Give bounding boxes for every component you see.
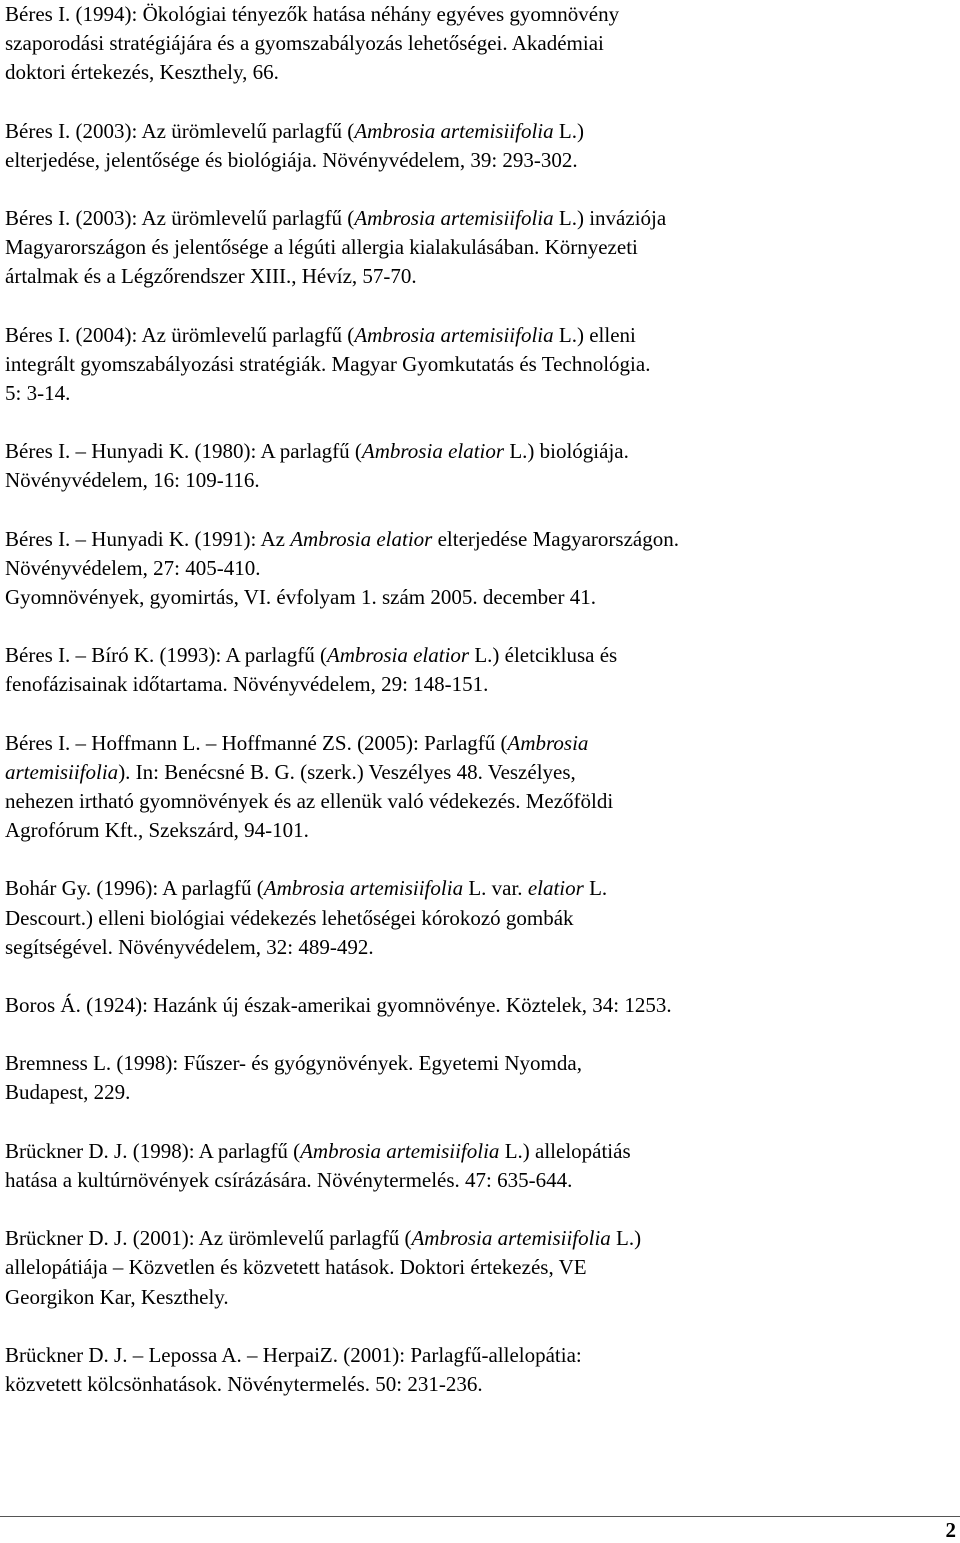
reference-text: Brückner D. J. (2001): Az ürömlevelű parlagfű ( <box>5 1226 412 1251</box>
reference-line <box>5 117 945 146</box>
reference-entry <box>5 321 945 409</box>
reference-text: ártalmak és a Légzőrendszer XIII., Hévíz, 57-70. <box>5 264 417 289</box>
reference-entry <box>5 1137 945 1195</box>
reference-text: 5: 3-14. <box>5 381 71 406</box>
reference-list <box>5 0 945 1428</box>
reference-line <box>5 1283 945 1312</box>
reference-text: Georgikon Kar, Keszthely. <box>5 1284 229 1309</box>
reference-text: Béres I. (1994): Ökológiai tényezők hatása néhány egyéves gyomnövény <box>5 2 620 26</box>
reference-entry <box>5 583 945 612</box>
reference-line <box>5 933 945 962</box>
species-name-italic: Ambrosia artemisiifolia <box>354 118 554 143</box>
reference-text: hatása a kultúrnövények csírázására. Növénytermelés. 47: 635-644. <box>5 1167 573 1192</box>
reference-text: L. var. <box>463 876 528 901</box>
reference-text: Boros Á. (1924): Hazánk új észak-amerikai gyomnövénye. Köztelek, 34: 1253. <box>5 993 672 1018</box>
reference-text: Brückner D. J. – Lepossa A. – HerpaiZ. (2001): Parlagfű-allelopátia: <box>5 1342 582 1367</box>
reference-text: Budapest, 229. <box>5 1080 131 1105</box>
reference-line <box>5 583 945 612</box>
reference-line <box>5 233 945 262</box>
reference-text: Brückner D. J. (1998): A parlagfű ( <box>5 1138 301 1163</box>
reference-line <box>5 29 945 58</box>
reference-text: Növényvédelem, 27: 405-410. <box>5 555 261 580</box>
reference-line <box>5 1370 945 1399</box>
species-name-italic: Ambrosia elatior <box>361 439 505 464</box>
reference-line <box>5 816 945 845</box>
reference-text: szaporodási stratégiájára és a gyomszabályozás lehetőségei. Akadémiai <box>5 31 604 56</box>
reference-text: ). In: Benécsné B. G. (szerk.) Veszélyes 48. Veszélyes, <box>118 759 576 784</box>
reference-text: Növényvédelem, 16: 109-116. <box>5 468 260 493</box>
reference-line <box>5 787 945 816</box>
reference-line <box>5 758 945 787</box>
species-name-italic: elatior <box>527 876 584 901</box>
reference-text: nehezen irtható gyomnövények és az ellenük való védekezés. Mezőföldi <box>5 789 614 814</box>
reference-text: L.) biológiája. <box>504 439 629 464</box>
reference-text: közvetett kölcsönhatások. Növénytermelés. 50: 231-236. <box>5 1371 483 1396</box>
reference-line <box>5 1253 945 1282</box>
reference-line <box>5 1137 945 1166</box>
reference-text: Béres I. (2004): Az ürömlevelű parlagfű ( <box>5 322 355 347</box>
species-name-italic: Ambrosia elatior <box>326 643 470 668</box>
reference-text: Béres I. (2003): Az ürömlevelű parlagfű ( <box>5 206 355 231</box>
reference-text: L.) <box>610 1226 642 1251</box>
reference-line <box>5 525 945 554</box>
page-number: 2 <box>945 1518 956 1542</box>
reference-line <box>5 146 945 175</box>
reference-entry <box>5 117 945 175</box>
reference-text: elterjedése Magyarországon. <box>432 526 679 551</box>
species-name-italic: Ambrosia artemisiifolia <box>354 322 554 347</box>
reference-line <box>5 204 945 233</box>
reference-text: fenofázisainak időtartama. Növényvédelem, 29: 148-151. <box>5 672 489 697</box>
reference-entry <box>5 729 945 846</box>
footer-divider <box>0 1516 960 1517</box>
reference-text: Bremness L. (1998): Fűszer- és gyógynövények. Egyetemi Nyomda, <box>5 1051 582 1076</box>
reference-entry <box>5 1224 945 1312</box>
reference-entry <box>5 204 945 292</box>
reference-text: Magyarországon és jelentősége a légúti allergia kialakulásában. Környezeti <box>5 235 638 260</box>
reference-line <box>5 350 945 379</box>
reference-line <box>5 641 945 670</box>
reference-entry <box>5 0 945 88</box>
reference-text: Béres I. – Hoffmann L. – Hoffmanné ZS. (2005): Parlagfű ( <box>5 730 508 755</box>
reference-text: elterjedése, jelentősége és biológiája. Növényvédelem, 39: 293-302. <box>5 147 578 172</box>
reference-entry <box>5 641 945 699</box>
reference-line <box>5 1224 945 1253</box>
reference-text: L.) inváziója <box>553 206 667 231</box>
reference-text: Gyomnövények, gyomirtás, VI. évfolyam 1. szám 2005. december 41. <box>5 585 596 610</box>
reference-text: L.) <box>553 118 584 143</box>
reference-line <box>5 0 945 29</box>
reference-text: Agrofórum Kft., Szekszárd, 94-101. <box>5 818 309 843</box>
reference-line <box>5 1341 945 1370</box>
reference-entry <box>5 991 945 1020</box>
reference-line <box>5 904 945 933</box>
reference-text: integrált gyomszabályozási stratégiák. Magyar Gyomkutatás és Technológia. <box>5 351 651 376</box>
reference-text: Bohár Gy. (1996): A parlagfű ( <box>5 876 264 901</box>
reference-line <box>5 437 945 466</box>
reference-line <box>5 554 945 583</box>
reference-text: L.) allelopátiás <box>499 1138 631 1163</box>
reference-line <box>5 729 945 758</box>
reference-line <box>5 991 945 1020</box>
reference-text: L. <box>583 876 608 901</box>
species-name-italic: Ambrosia artemisiifolia <box>263 876 464 901</box>
reference-text: allelopátiája – Közvetlen és közvetett hatások. Doktori értekezés, VE <box>5 1255 587 1280</box>
reference-text: L.) elleni <box>553 322 636 347</box>
reference-line <box>5 1049 945 1078</box>
reference-line <box>5 321 945 350</box>
species-name-italic: Ambrosia artemisiifolia <box>354 206 554 231</box>
reference-entry <box>5 874 945 962</box>
reference-line <box>5 1166 945 1195</box>
species-name-italic: Ambrosia artemisiifolia <box>411 1226 611 1251</box>
reference-text: Béres I. – Bíró K. (1993): A parlagfű ( <box>5 643 327 668</box>
reference-line <box>5 670 945 699</box>
reference-text: L.) életciklusa és <box>469 643 618 668</box>
reference-text: segítségével. Növényvédelem, 32: 489-492. <box>5 934 374 959</box>
reference-line <box>5 262 945 291</box>
species-name-italic: Ambrosia <box>507 730 589 755</box>
reference-line <box>5 1078 945 1107</box>
reference-entry <box>5 1049 945 1107</box>
reference-entry <box>5 525 945 583</box>
reference-text: Béres I. – Hunyadi K. (1980): A parlagfű ( <box>5 439 362 464</box>
species-name-italic: artemisiifolia <box>5 759 119 784</box>
reference-text: Béres I. – Hunyadi K. (1991): Az <box>5 526 291 551</box>
reference-text: Descourt.) elleni biológiai védekezés lehetőségei kórokozó gombák <box>5 905 574 930</box>
reference-line <box>5 466 945 495</box>
reference-text: Béres I. (2003): Az ürömlevelű parlagfű ( <box>5 118 355 143</box>
reference-entry <box>5 437 945 495</box>
reference-line <box>5 874 945 903</box>
reference-line <box>5 58 945 87</box>
reference-text: doktori értekezés, Keszthely, 66. <box>5 60 279 85</box>
reference-entry <box>5 1341 945 1399</box>
species-name-italic: Ambrosia elatior <box>290 526 433 551</box>
reference-line <box>5 379 945 408</box>
species-name-italic: Ambrosia artemisiifolia <box>300 1138 500 1163</box>
